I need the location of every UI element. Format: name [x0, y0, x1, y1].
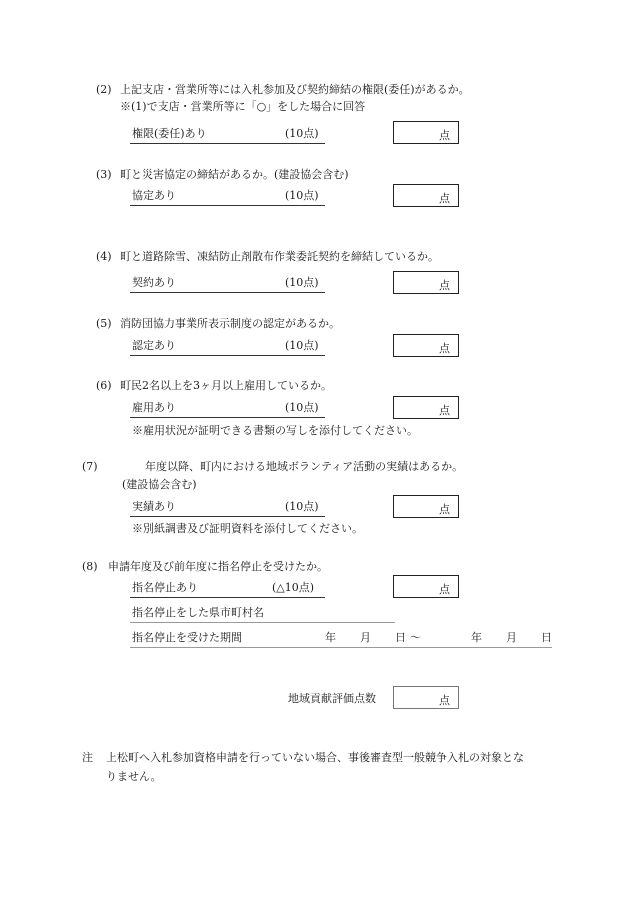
points-label: (10点)	[285, 339, 319, 352]
suspension-period-line[interactable]	[130, 647, 552, 648]
item-number: (5)	[96, 317, 112, 330]
score-box[interactable]	[393, 575, 459, 598]
period-year-end: 年	[471, 631, 482, 644]
item-number: (8)	[82, 560, 98, 573]
period-month-end: 月	[506, 631, 517, 644]
score-box[interactable]	[393, 495, 459, 518]
points-label: (10点)	[285, 276, 319, 289]
question-text-cont: (建設協会含む)	[122, 478, 197, 491]
question-text: 申請年度及び前年度に指名停止を受けたか。	[108, 560, 328, 573]
period-day-start: 日	[395, 631, 406, 644]
option-underline	[130, 597, 325, 598]
option-underline	[130, 417, 325, 418]
points-label: (10点)	[285, 189, 319, 202]
period-year-start: 年	[325, 631, 336, 644]
attachment-note: ※別紙調書及び証明資料を添付してください。	[132, 522, 363, 535]
score-box[interactable]	[393, 121, 459, 144]
item-number: (4)	[96, 250, 112, 263]
attachment-note: ※雇用状況が証明できる書類の写しを添付してください。	[132, 424, 418, 437]
option-label: 実績あり	[132, 500, 176, 513]
question-text: 町民2名以上を3ヶ月以上雇用しているか。	[120, 379, 332, 392]
score-unit: 点	[439, 342, 450, 355]
question-text: 上記支店・営業所等には入札参加及び契約締結の権限(委任)があるか。	[120, 83, 470, 96]
footnote-line-1: 上松町へ入札参加資格申請を行っていない場合、事後審査型一般競争入札の対象とな	[106, 751, 524, 764]
period-tilde: ～	[410, 631, 421, 644]
score-unit: 点	[439, 192, 450, 205]
sub-note: ※(1)で支店・営業所等に「○」をした場合に回答	[120, 100, 366, 113]
total-score-unit: 点	[439, 694, 450, 707]
score-box[interactable]	[393, 184, 459, 207]
item-number: (7)	[82, 460, 98, 473]
total-score-label: 地域貢献評価点数	[288, 692, 376, 705]
option-label: 権限(委任)あり	[132, 127, 207, 140]
score-unit: 点	[439, 503, 450, 516]
option-label: 協定あり	[132, 189, 176, 202]
question-text: 消防団協力事業所表示制度の認定があるか。	[120, 317, 340, 330]
option-label: 認定あり	[132, 339, 176, 352]
question-text: 町と災害協定の締結があるか。(建設協会含む)	[120, 168, 349, 181]
score-unit: 点	[439, 279, 450, 292]
question-text: 町と道路除雪、凍結防止剤散布作業委託契約を締結しているか。	[120, 250, 439, 263]
period-month-start: 月	[360, 631, 371, 644]
score-box[interactable]	[393, 396, 459, 419]
points-label: (△10点)	[272, 581, 315, 594]
points-label: (10点)	[285, 127, 319, 140]
option-label: 契約あり	[132, 276, 176, 289]
suspension-authority-line[interactable]	[130, 622, 395, 623]
item-number: (3)	[96, 168, 112, 181]
option-underline	[130, 516, 325, 517]
score-box[interactable]	[393, 271, 459, 294]
item-number: (6)	[96, 379, 112, 392]
footnote-mark: 注	[82, 751, 93, 764]
suspension-authority-label: 指名停止をした県市町村名	[132, 606, 264, 619]
footnote-line-2: りません。	[106, 770, 162, 783]
item-number: (2)	[96, 83, 112, 96]
option-label: 雇用あり	[132, 401, 176, 414]
option-underline	[130, 355, 325, 356]
option-underline	[130, 205, 325, 206]
score-unit: 点	[439, 129, 450, 142]
score-unit: 点	[439, 583, 450, 596]
option-underline	[130, 292, 325, 293]
points-label: (10点)	[285, 401, 319, 414]
question-text: 年度以降、町内における地域ボランティア活動の実績はあるか。	[145, 460, 464, 473]
total-score-box[interactable]	[393, 686, 459, 709]
period-day-end: 日	[541, 631, 552, 644]
suspension-period-label: 指名停止を受けた期間	[132, 631, 242, 644]
score-box[interactable]	[393, 334, 459, 357]
score-unit: 点	[439, 404, 450, 417]
points-label: (10点)	[285, 500, 319, 513]
option-label: 指名停止あり	[132, 581, 198, 594]
option-underline	[130, 143, 325, 144]
